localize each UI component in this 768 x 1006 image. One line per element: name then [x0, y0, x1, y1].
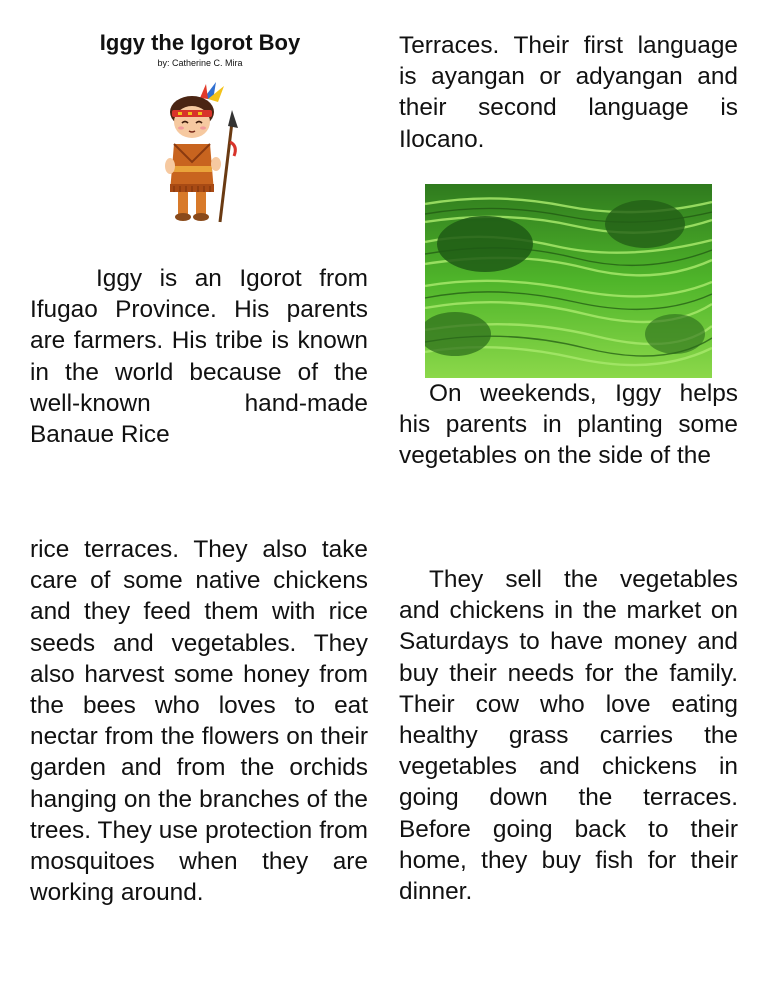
igorot-boy-illustration: [158, 82, 243, 227]
story-title: Iggy the Igorot Boy: [99, 30, 301, 55]
paragraph-1-continued: Terraces. Their first language is ayangan or adyangan and their second language is Ilocano.: [399, 32, 738, 153]
story-author: by: Catherine C. Mira: [157, 58, 243, 68]
paragraph-3: They sell the vegetables and chickens in the market on Saturdays to have money and buy their needs for the family. Their cow who love eating healthy grass carries the vegetables and chickens in going down the terraces. Before going back to their home, they buy fish for their dinner.: [399, 566, 738, 906]
paragraph-1: Iggy is an Igorot from Ifugao Province. His parents are farmers. His tribe is known in the world because of the well-known hand-made Banaue Rice: [30, 265, 368, 449]
rice-terraces-photo: [425, 184, 712, 378]
paragraph-2-continued: rice terraces. They also take care of some native chickens and they feed them with rice seeds and vegetables. They also harvest some honey from the bees who loves to eat nectar from the flowers on their garden and from the orchids hanging on the branches of the trees. They use protection from mosquitoes when they are working around.: [30, 536, 368, 907]
paragraph-2: On weekends, Iggy helps his parents in planting some vegetables on the side of the: [399, 380, 738, 470]
